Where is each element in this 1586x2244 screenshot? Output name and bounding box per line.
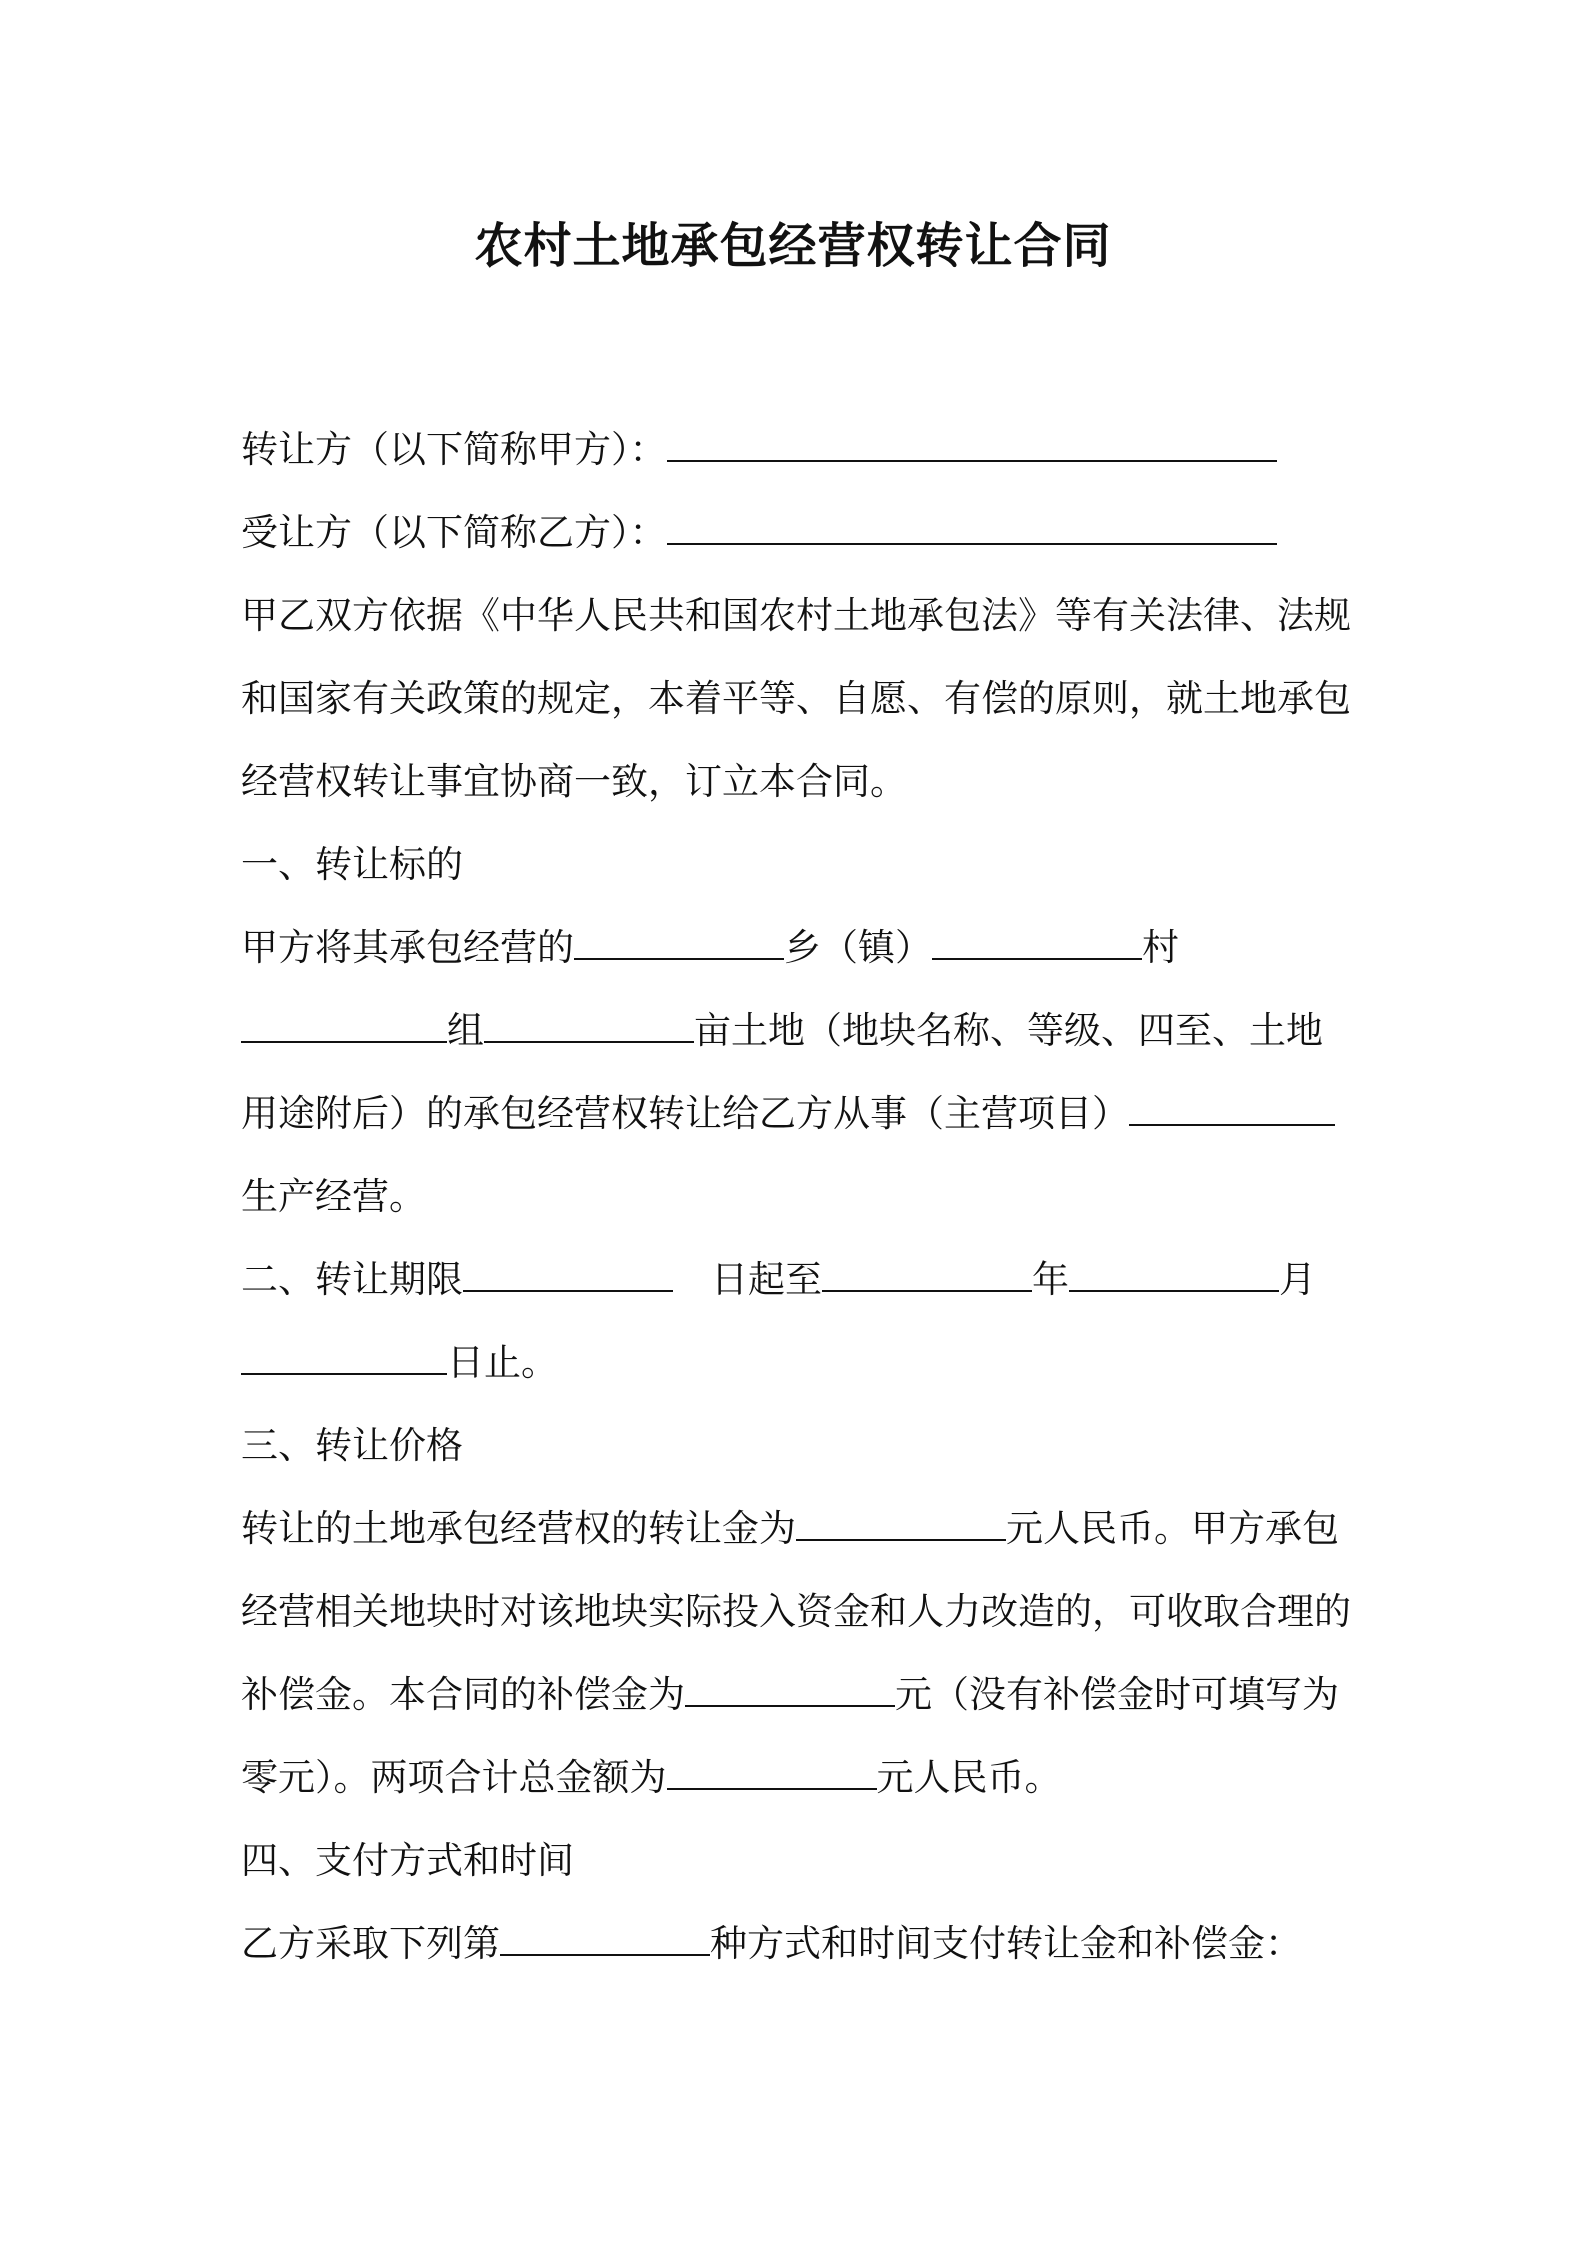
preamble-line-1: 甲乙双方依据《中华人民共和国农村土地承包法》等有关法律、法规 [241, 594, 1351, 637]
section-3-line-1 [241, 1487, 1361, 1570]
section-1-line-3 [241, 1072, 1361, 1155]
township-blank [574, 926, 784, 960]
section-2-text: 年 [1032, 1258, 1069, 1301]
section-3-text: 零元）。两项合计总金额为 [241, 1756, 667, 1799]
end-day-blank [241, 1341, 447, 1375]
section-3-heading: 三、转让价格 [241, 1424, 463, 1467]
village-name-blank [241, 1009, 447, 1043]
section-4-heading: 四、支付方式和时间 [241, 1839, 574, 1882]
village-blank [932, 926, 1142, 960]
section-1-text: 组 [447, 1009, 484, 1052]
section-1-line-4: 生产经营。 [241, 1175, 426, 1218]
section-2-line-2 [241, 1321, 1361, 1404]
section-1-text: 乡（镇） [784, 926, 932, 969]
transferor-line [241, 408, 1361, 491]
section-2-text: 日起至 [711, 1258, 822, 1301]
start-date-blank [463, 1258, 673, 1292]
transferee-name-blank [667, 511, 1277, 545]
section-1-text: 用途附后）的承包经营权转让给乙方从事（主营项目） [241, 1092, 1129, 1135]
section-1-line-2 [241, 989, 1361, 1072]
section-3-text: 元（没有补偿金时可填写为 [895, 1673, 1339, 1716]
section-2-line-1 [241, 1238, 1361, 1321]
section-1-line-1 [241, 906, 1361, 989]
section-2-text: 二、转让期限 [241, 1258, 463, 1301]
transferee-label: 受让方（以下简称乙方）： [241, 511, 667, 554]
transfer-fee-blank [796, 1507, 1006, 1541]
section-3-text: 元人民币。 [876, 1756, 1062, 1799]
preamble-line-2: 和国家有关政策的规定，本着平等、自愿、有偿的原则，就土地承包 [241, 677, 1351, 720]
total-amount-blank [667, 1756, 877, 1790]
payment-method-blank [500, 1922, 710, 1956]
section-3-text: 转让的土地承包经营权的转让金为 [241, 1507, 796, 1550]
section-1-text: 村 [1142, 926, 1179, 969]
group-blank [484, 1009, 694, 1043]
transferor-label: 转让方（以下简称甲方）： [241, 428, 667, 471]
section-3-line-4 [241, 1736, 1361, 1819]
transferor-name-blank [667, 428, 1277, 462]
end-year-blank [822, 1258, 1032, 1292]
section-1-text: 甲方将其承包经营的 [241, 926, 574, 969]
section-3-text: 补偿金。本合同的补偿金为 [241, 1673, 685, 1716]
transferee-line [241, 491, 1361, 574]
section-1-text: 亩土地（地块名称、等级、四至、土地 [694, 1009, 1323, 1052]
document-title: 农村土地承包经营权转让合同 [474, 218, 1112, 274]
end-month-blank [1069, 1258, 1279, 1292]
section-2-text: 日止。 [447, 1341, 558, 1384]
section-4-line-1 [241, 1902, 1361, 1985]
section-4-text: 种方式和时间支付转让金和补偿金： [710, 1922, 1302, 1965]
main-project-blank [1129, 1092, 1335, 1126]
section-4-text: 乙方采取下列第 [241, 1922, 500, 1965]
section-1-heading: 一、转让标的 [241, 843, 463, 886]
section-3-line-2: 经营相关地块时对该地块实际投入资金和人力改造的，可收取合理的 [241, 1590, 1351, 1633]
preamble-line-3: 经营权转让事宜协商一致，订立本合同。 [241, 760, 907, 803]
compensation-blank [685, 1673, 895, 1707]
section-3-text: 元人民币。甲方承包 [1006, 1507, 1339, 1550]
document-body [241, 408, 1361, 1985]
section-3-line-3 [241, 1653, 1361, 1736]
section-2-text: 月 [1279, 1258, 1316, 1301]
